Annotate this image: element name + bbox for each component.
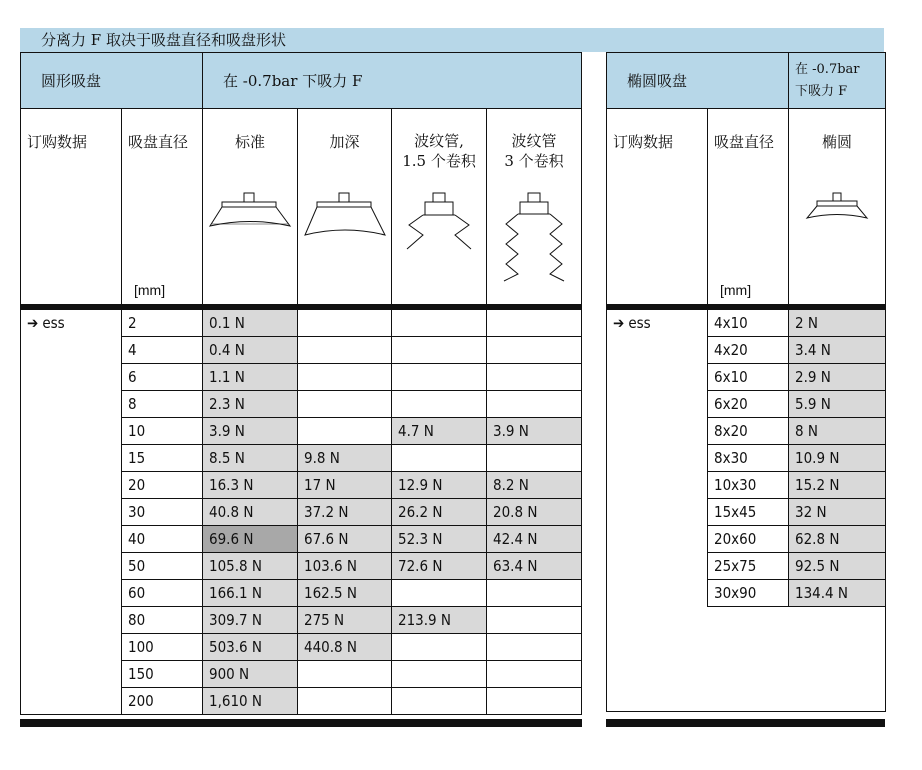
oval-empty-cell	[607, 607, 886, 634]
oval-order-code-label: ess	[628, 314, 651, 333]
standard-force-cell: 69.6 N	[203, 526, 298, 553]
deep-force-cell	[298, 661, 392, 688]
right-table-bottom-rule	[606, 719, 885, 727]
diameter-cell: 40	[122, 526, 203, 553]
standard-force-cell: 40.8 N	[203, 499, 298, 526]
table-row	[21, 364, 582, 391]
bellows-1-5-force-cell	[392, 337, 487, 364]
diameter-cell: 20	[122, 472, 203, 499]
arrow-right-icon: ➔	[613, 314, 625, 333]
oval-order-data-cell	[607, 307, 708, 337]
oval-cup-table	[606, 52, 886, 712]
oval-force-cell: 62.8 N	[789, 526, 886, 553]
oval-cup-rows	[607, 307, 886, 712]
unit-label: [mm]	[134, 282, 166, 298]
oval-force-cell: 8 N	[789, 418, 886, 445]
oval-force-header-line2: 下吸力 F	[795, 83, 848, 99]
oval-force-cell: 2.9 N	[789, 364, 886, 391]
order-data-cell	[21, 472, 122, 499]
table-row	[21, 472, 582, 499]
bellows-3-icon	[494, 191, 574, 283]
diameter-label: 吸盘直径	[128, 133, 189, 151]
deep-force-cell	[298, 418, 392, 445]
standard-force-cell: 8.5 N	[203, 445, 298, 472]
bellows-1-5-label	[398, 109, 480, 171]
oval-diameter-cell: 15x45	[708, 499, 789, 526]
oval-order-data-cell	[607, 391, 708, 418]
deep-force-cell	[298, 307, 392, 337]
bellows-1-5-header	[392, 109, 487, 308]
round-cup-header: 圆形吸盘	[21, 53, 203, 109]
deep-force-cell: 17 N	[298, 472, 392, 499]
deep-label: 加深	[329, 133, 360, 151]
oval-order-data-cell	[607, 445, 708, 472]
bellows-3-force-cell	[487, 634, 582, 661]
diameter-cell: 10	[122, 418, 203, 445]
left-table-bottom-rule	[20, 719, 582, 727]
table-row	[607, 472, 886, 499]
bellows-3-force-cell	[487, 445, 582, 472]
order-data-cell	[21, 580, 122, 607]
bellows-1-5-force-cell	[392, 634, 487, 661]
bellows-3-force-cell	[487, 688, 582, 715]
table-row	[607, 499, 886, 526]
table-row	[607, 337, 886, 364]
bellows-3-force-cell	[487, 391, 582, 418]
oval-diameter-cell: 30x90	[708, 580, 789, 607]
standard-force-cell: 0.1 N	[203, 307, 298, 337]
force-header: 在 -0.7bar 下吸力 F	[203, 53, 582, 109]
table-row	[21, 607, 582, 634]
diameter-cell: 100	[122, 634, 203, 661]
bellows-3-force-cell: 63.4 N	[487, 553, 582, 580]
table-row	[21, 688, 582, 715]
order-data-cell	[21, 391, 122, 418]
oval-diameter-header	[708, 109, 789, 308]
oval-order-data-cell	[607, 499, 708, 526]
table-row	[607, 418, 886, 445]
oval-diameter-cell: 6x20	[708, 391, 789, 418]
oval-order-data-cell	[607, 418, 708, 445]
deep-force-cell: 67.6 N	[298, 526, 392, 553]
bellows-1-5-label-line1: 波纹管,	[414, 132, 464, 150]
order-data-cell	[21, 553, 122, 580]
table-row	[21, 307, 582, 337]
bellows-3-label-line2: 3 个卷积	[504, 152, 564, 170]
bellows-3-force-cell	[487, 307, 582, 337]
bellows-3-force-cell: 8.2 N	[487, 472, 582, 499]
bellows-1-5-force-cell	[392, 580, 487, 607]
oval-force-cell: 15.2 N	[789, 472, 886, 499]
oval-force-cell: 134.4 N	[789, 580, 886, 607]
oval-order-data-label: 订购数据	[613, 133, 674, 151]
table-row	[21, 634, 582, 661]
oval-unit-label: [mm]	[720, 282, 752, 298]
order-data-header	[21, 109, 122, 308]
oval-force-header	[789, 53, 886, 109]
oval-order-data-cell	[607, 337, 708, 364]
table-row	[21, 337, 582, 364]
standard-force-cell: 0.4 N	[203, 337, 298, 364]
table-row	[21, 391, 582, 418]
table-row	[21, 418, 582, 445]
bellows-1-5-force-cell	[392, 445, 487, 472]
deep-force-cell: 275 N	[298, 607, 392, 634]
standard-force-cell: 3.9 N	[203, 418, 298, 445]
order-data-cell	[21, 661, 122, 688]
bellows-1-5-force-cell: 52.3 N	[392, 526, 487, 553]
deep-force-cell	[298, 337, 392, 364]
deep-force-cell: 9.8 N	[298, 445, 392, 472]
standard-label: 标准	[235, 133, 266, 151]
table-row	[21, 661, 582, 688]
deep-header	[298, 109, 392, 308]
table-row	[607, 364, 886, 391]
oval-diameter-cell: 20x60	[708, 526, 789, 553]
order-data-cell	[21, 499, 122, 526]
standard-suction-cup-icon	[208, 191, 292, 231]
bellows-1-5-force-cell	[392, 364, 487, 391]
oval-order-data-cell	[607, 526, 708, 553]
diameter-cell: 8	[122, 391, 203, 418]
standard-force-cell: 2.3 N	[203, 391, 298, 418]
order-code-label: ess	[42, 314, 65, 333]
deep-force-cell	[298, 364, 392, 391]
order-data-cell	[21, 526, 122, 553]
table-row	[607, 445, 886, 472]
round-cup-table	[20, 52, 582, 715]
bellows-3-force-cell	[487, 364, 582, 391]
bellows-1-5-icon	[399, 191, 479, 251]
table-row-empty	[607, 607, 886, 634]
diameter-cell: 30	[122, 499, 203, 526]
bellows-3-label-line1: 波纹管	[511, 132, 557, 150]
oval-diameter-cell: 25x75	[708, 553, 789, 580]
bellows-1-5-force-cell	[392, 391, 487, 418]
table-row	[21, 553, 582, 580]
order-data-label: 订购数据	[27, 133, 88, 151]
arrow-right-icon: ➔	[27, 314, 39, 333]
bellows-3-force-cell	[487, 607, 582, 634]
table-row	[607, 307, 886, 337]
diameter-cell: 15	[122, 445, 203, 472]
oval-order-data-cell	[607, 364, 708, 391]
order-data-cell	[21, 337, 122, 364]
table-row	[607, 526, 886, 553]
bellows-1-5-force-cell: 72.6 N	[392, 553, 487, 580]
oval-diameter-cell: 4x20	[708, 337, 789, 364]
table-row	[21, 526, 582, 553]
oval-order-data-cell	[607, 553, 708, 580]
standard-force-cell: 309.7 N	[203, 607, 298, 634]
deep-force-cell: 37.2 N	[298, 499, 392, 526]
oval-force-cell: 92.5 N	[789, 553, 886, 580]
standard-force-cell: 503.6 N	[203, 634, 298, 661]
oval-diameter-cell: 4x10	[708, 307, 789, 337]
order-data-cell	[21, 634, 122, 661]
round-cup-rows	[21, 307, 582, 715]
standard-force-cell: 1,610 N	[203, 688, 298, 715]
oval-header	[789, 109, 886, 308]
bellows-3-force-cell: 20.8 N	[487, 499, 582, 526]
oval-empty-cell	[607, 685, 886, 712]
diameter-cell: 50	[122, 553, 203, 580]
order-data-cell	[21, 418, 122, 445]
deep-suction-cup-icon	[303, 191, 387, 239]
bellows-1-5-force-cell	[392, 688, 487, 715]
standard-force-cell: 900 N	[203, 661, 298, 688]
oval-diameter-cell: 8x20	[708, 418, 789, 445]
table-row-empty	[607, 633, 886, 659]
page-title: 分离力 F 取决于吸盘直径和吸盘形状	[41, 31, 286, 49]
diameter-cell: 4	[122, 337, 203, 364]
oval-force-cell: 2 N	[789, 307, 886, 337]
deep-force-cell: 162.5 N	[298, 580, 392, 607]
table-row	[21, 445, 582, 472]
table-row	[607, 391, 886, 418]
oval-order-data-cell	[607, 580, 708, 607]
diameter-cell: 2	[122, 307, 203, 337]
diameter-header	[122, 109, 203, 308]
oval-diameter-cell: 8x30	[708, 445, 789, 472]
oval-force-cell: 32 N	[789, 499, 886, 526]
bellows-1-5-force-cell: 12.9 N	[392, 472, 487, 499]
bellows-3-force-cell: 42.4 N	[487, 526, 582, 553]
oval-diameter-cell: 10x30	[708, 472, 789, 499]
bellows-3-force-cell	[487, 337, 582, 364]
standard-force-cell: 16.3 N	[203, 472, 298, 499]
table-row	[21, 580, 582, 607]
diameter-cell: 150	[122, 661, 203, 688]
bellows-1-5-label-line2: 1.5 个卷积	[402, 152, 476, 170]
oval-order-data-header	[607, 109, 708, 308]
standard-force-cell: 1.1 N	[203, 364, 298, 391]
standard-force-cell: 105.8 N	[203, 553, 298, 580]
diameter-cell: 200	[122, 688, 203, 715]
oval-force-cell: 3.4 N	[789, 337, 886, 364]
oval-cup-header: 椭圆吸盘	[607, 53, 789, 109]
bellows-3-force-cell	[487, 580, 582, 607]
oval-label: 椭圆	[822, 133, 853, 151]
bellows-3-force-cell	[487, 661, 582, 688]
oval-order-data-cell	[607, 472, 708, 499]
bellows-3-header	[487, 109, 582, 308]
standard-header	[203, 109, 298, 308]
bellows-3-label	[493, 109, 575, 171]
oval-suction-cup-icon	[805, 191, 869, 223]
oval-force-cell: 5.9 N	[789, 391, 886, 418]
oval-diameter-cell: 6x10	[708, 364, 789, 391]
diameter-cell: 60	[122, 580, 203, 607]
oval-force-cell: 10.9 N	[789, 445, 886, 472]
oval-empty-cell	[607, 659, 886, 685]
table-row	[21, 499, 582, 526]
deep-force-cell: 440.8 N	[298, 634, 392, 661]
oval-force-header-line1: 在 -0.7bar	[795, 61, 860, 77]
diameter-cell: 80	[122, 607, 203, 634]
bellows-1-5-force-cell: 4.7 N	[392, 418, 487, 445]
standard-force-cell: 166.1 N	[203, 580, 298, 607]
bellows-1-5-force-cell: 26.2 N	[392, 499, 487, 526]
oval-diameter-label: 吸盘直径	[714, 133, 775, 151]
table-row	[607, 553, 886, 580]
bellows-1-5-force-cell: 213.9 N	[392, 607, 487, 634]
bellows-1-5-force-cell	[392, 661, 487, 688]
table-row	[607, 580, 886, 607]
order-data-cell	[21, 607, 122, 634]
deep-force-cell: 103.6 N	[298, 553, 392, 580]
deep-force-cell	[298, 391, 392, 418]
table-row-empty	[607, 685, 886, 712]
oval-empty-cell	[607, 633, 886, 659]
diameter-cell: 6	[122, 364, 203, 391]
order-data-cell	[21, 445, 122, 472]
bellows-3-force-cell: 3.9 N	[487, 418, 582, 445]
deep-force-cell	[298, 688, 392, 715]
order-data-cell	[21, 364, 122, 391]
order-data-cell	[21, 307, 122, 337]
table-row-empty	[607, 659, 886, 685]
order-data-cell	[21, 688, 122, 715]
bellows-1-5-force-cell	[392, 307, 487, 337]
